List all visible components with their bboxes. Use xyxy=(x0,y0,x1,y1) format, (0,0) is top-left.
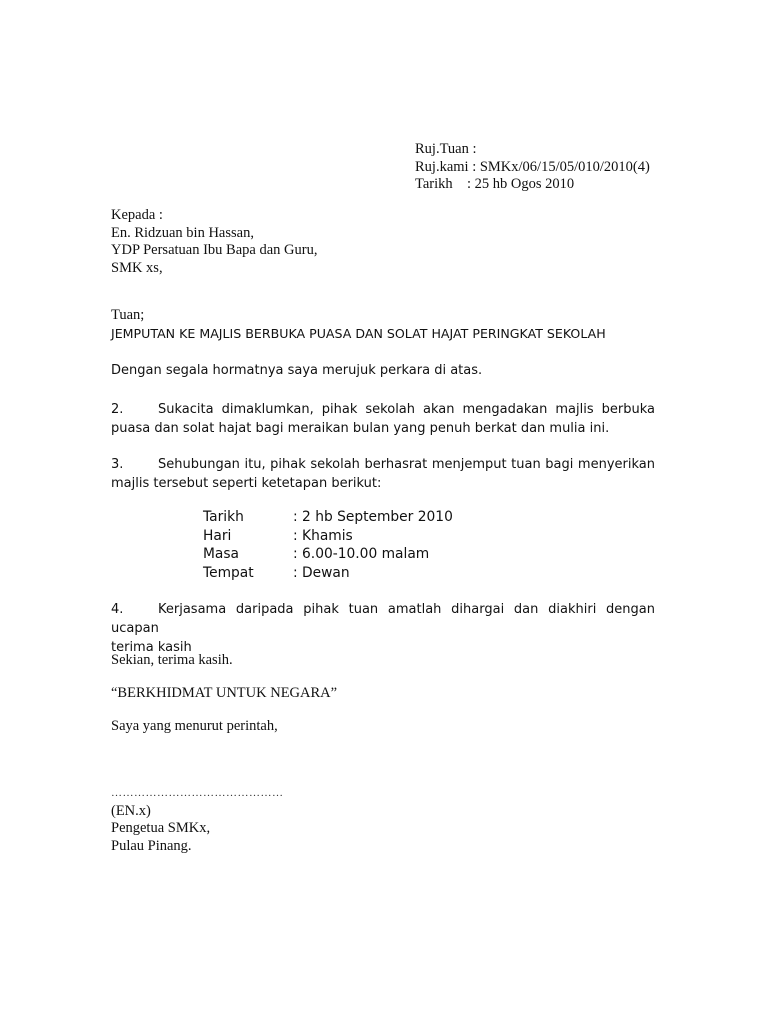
paragraph-number: 2. xyxy=(111,402,124,417)
event-details xyxy=(203,508,453,582)
detail-row xyxy=(203,527,453,546)
signatory-title: Pengetua SMKx, xyxy=(111,820,211,836)
ruj-tuan: Ruj.Tuan : xyxy=(415,141,477,157)
paragraph-4 xyxy=(111,600,655,657)
detail-label: Hari xyxy=(203,527,232,544)
ruj-kami: Ruj.kami : SMKx/06/15/05/010/2010(4) xyxy=(415,158,650,175)
sign-off: Saya yang menurut perintah, xyxy=(111,718,278,734)
detail-value: : 6.00-10.00 malam xyxy=(293,546,430,563)
signatory-name: (EN.x) xyxy=(111,802,151,819)
detail-row xyxy=(203,564,453,583)
closing-line: Sekian, terima kasih. xyxy=(111,652,233,668)
paragraph-2 xyxy=(111,400,655,438)
signature-line: ……………………………………… xyxy=(111,787,284,799)
reference-block xyxy=(415,141,650,194)
recipient-line: Kepada : xyxy=(111,207,163,223)
signature-block xyxy=(111,785,284,855)
paragraph-text: terima kasih xyxy=(111,640,192,655)
paragraph-3 xyxy=(111,455,655,493)
paragraph-text: Sukacita dimaklumkan, pihak sekolah akan mengadakan majlis berbuka xyxy=(158,402,655,417)
recipient-school: SMK xs, xyxy=(111,259,163,276)
opening-line: Dengan segala hormatnya saya merujuk perkara di atas. xyxy=(111,363,483,378)
paragraph-number: 4. xyxy=(111,602,124,617)
detail-row xyxy=(203,545,453,564)
detail-value: : Khamis xyxy=(293,527,353,544)
signatory-place: Pulau Pinang. xyxy=(111,837,192,854)
detail-label: Masa xyxy=(203,546,240,563)
motto: “BERKHIDMAT UNTUK NEGARA” xyxy=(111,685,338,701)
detail-value: : 2 hb September 2010 xyxy=(293,509,453,525)
tarikh-value: : 25 hb Ogos 2010 xyxy=(467,176,575,192)
detail-label: Tarikh xyxy=(203,509,244,525)
paragraph-number: 3. xyxy=(111,457,124,472)
detail-row xyxy=(203,508,453,527)
paragraph-text: puasa dan solat hajat bagi meraikan bulan yang penuh berkat dan mulia ini. xyxy=(111,421,610,436)
tarikh-label: Tarikh xyxy=(415,176,453,192)
recipient-block xyxy=(111,207,317,277)
detail-label: Tempat xyxy=(203,564,254,581)
paragraph-text: Kerjasama daripada pihak tuan amatlah dihargai dan diakhiri dengan ucapan xyxy=(111,602,655,636)
recipient-name: En. Ridzuan bin Hassan, xyxy=(111,224,254,241)
paragraph-text: majlis tersebut seperti ketetapan berikut: xyxy=(111,476,382,491)
subject-heading: JEMPUTAN KE MAJLIS BERBUKA PUASA DAN SOLAT HAJAT PERINGKAT SEKOLAH xyxy=(111,326,606,341)
paragraph-text: Sehubungan itu, pihak sekolah berhasrat menjemput tuan bagi menyerikan xyxy=(158,457,655,472)
recipient-position: YDP Persatuan Ibu Bapa dan Guru, xyxy=(111,242,318,258)
detail-value: : Dewan xyxy=(293,564,350,581)
salutation: Tuan; xyxy=(111,307,145,323)
